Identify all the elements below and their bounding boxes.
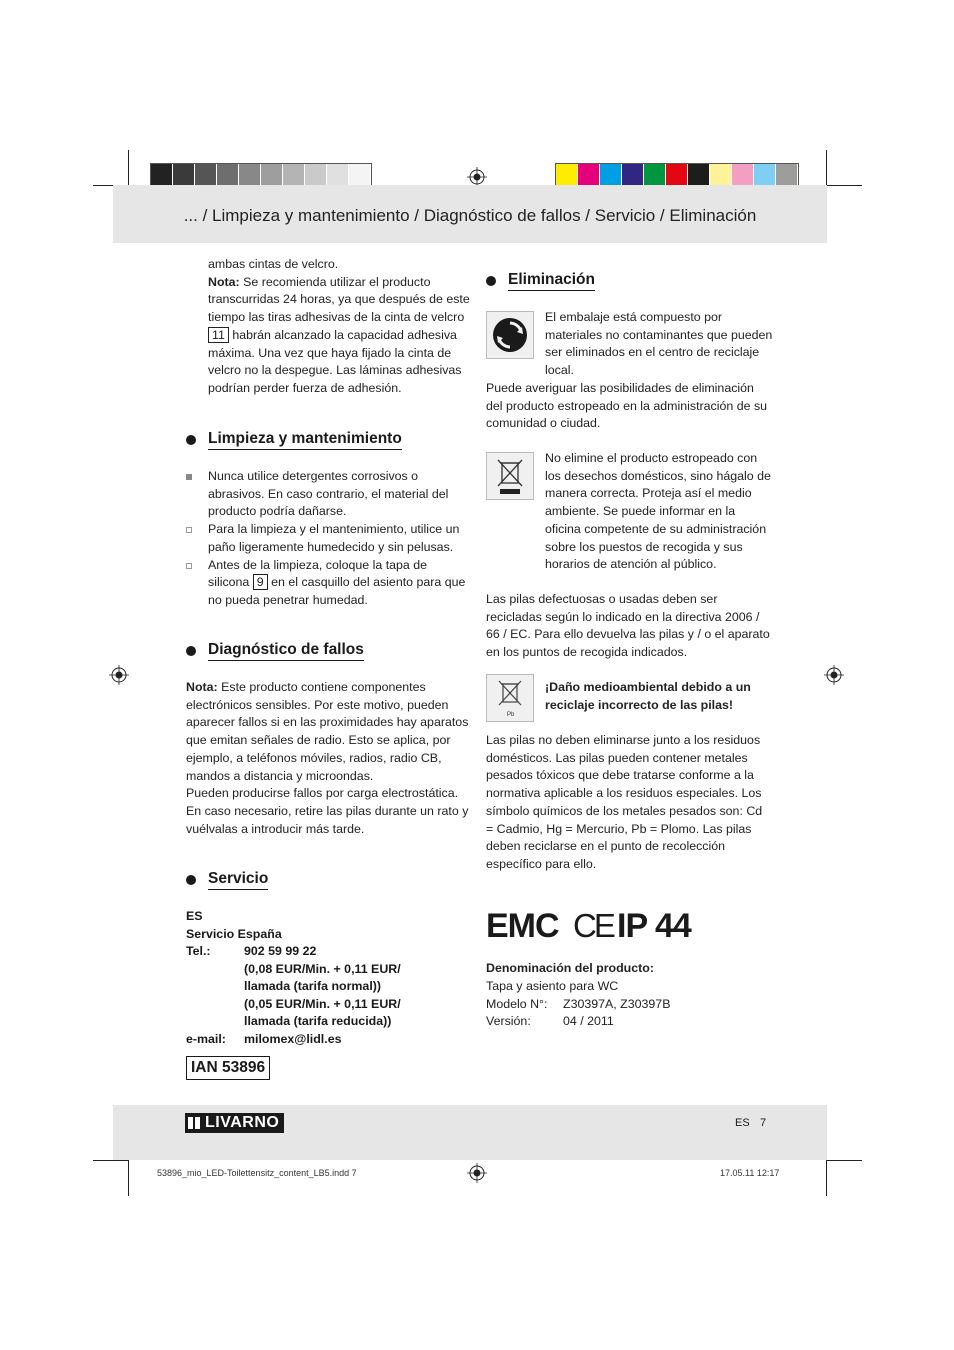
crop-mark xyxy=(128,150,129,186)
note-label: Nota: xyxy=(186,680,218,694)
product-name: Tapa y asiento para WC xyxy=(486,979,619,993)
note-text: habrán alcanzado la capacidad adhesiva máxima. Una vez que haya fijado la cinta de velcro no la despegue. Las láminas adhesivas podrían perder fuerza de adhesión. xyxy=(208,327,462,395)
registration-mark-icon xyxy=(109,665,129,685)
list-item xyxy=(186,468,470,521)
diagnosis-paragraph: Pueden producirse fallos por carga electrostática. En caso necesario, retire las pilas durante un rato y vuélvalas a introducir más tarde. xyxy=(186,786,469,836)
section-heading-diagnosis xyxy=(186,641,364,661)
heading-label: Diagnóstico de fallos xyxy=(208,641,364,661)
rate-reduced-line2: llamada (tarifa reducida)) xyxy=(244,1014,392,1028)
intro-note xyxy=(208,274,470,398)
rate-reduced-line1: (0,05 EUR/Min. + 0,11 EUR/ xyxy=(244,997,401,1011)
ian-box: IAN 53896 xyxy=(186,1056,270,1080)
square-bullet-icon xyxy=(186,474,192,480)
emc-mark: EMC xyxy=(486,907,559,945)
section-heading-disposal xyxy=(486,271,595,291)
battery-warning: ¡Daño medioambiental debido a un reciclaje incorrecto de las pilas! xyxy=(545,680,751,712)
pb-label: Pb xyxy=(507,712,515,718)
tel-label: Tel.: xyxy=(186,944,211,958)
battery-bin-icon xyxy=(486,674,534,722)
bullet-dot-icon xyxy=(486,276,496,286)
list-item-text: Antes de la limpieza, coloque la tapa de silicona xyxy=(208,557,428,590)
page-title: ... / Limpieza y mantenimiento / Diagnóstico de fallos / Servicio / Eliminación xyxy=(183,206,757,225)
square-bullet-icon xyxy=(186,527,192,533)
heading-label: Limpieza y mantenimiento xyxy=(208,430,402,450)
logo-grid-icon xyxy=(188,1117,200,1129)
disposal-weee-text: No elimine el producto estropeado con los desechos domésticos, sino hágalo de manera correcta. Proteja así el medio ambiente. Se puede informar en la oficina competente de su administración sobre los puestos de recogida y sus horarios de atención al público. xyxy=(545,451,771,572)
crop-mark xyxy=(128,1160,129,1196)
bullet-dot-icon xyxy=(186,646,196,656)
note-text: Se recomienda utilizar el producto transcurridas 24 horas, ya que después de este tiempo las tiras adhesivas de la cinta de velcro xyxy=(208,274,470,325)
tel-number: 902 59 99 22 xyxy=(244,944,317,958)
note-label: Nota: xyxy=(208,274,240,289)
file-info: 53896_mio_LED-Toilettensitz_content_LB5.indd 7 xyxy=(157,1168,357,1178)
intro-text xyxy=(208,256,470,398)
registration-mark-icon xyxy=(467,167,487,187)
recycling-icon xyxy=(486,311,534,359)
battery-text: Las pilas defectuosas o usadas deben ser recicladas según lo indicado en la directiva 2006 / 66 / EC. Para ello devuelva las pilas y / o el aparato en los puntos de recogida indicados. xyxy=(486,592,770,660)
list-item-text: en el casquillo del asiento para que no pueda penetrar humedad. xyxy=(208,575,466,607)
bullet-dot-icon xyxy=(186,435,196,445)
header-band xyxy=(113,185,827,243)
crop-mark xyxy=(826,150,827,186)
square-bullet-icon xyxy=(186,563,192,569)
service-name: Servicio España xyxy=(186,927,282,941)
email-address: milomex@lidl.es xyxy=(244,1032,342,1046)
model-label: Modelo N°: xyxy=(486,997,548,1011)
crossed-bin-icon xyxy=(486,452,534,500)
cleaning-list xyxy=(186,468,470,610)
ref-number: 11 xyxy=(208,327,229,343)
version-value: 04 / 2011 xyxy=(563,1014,614,1028)
intro-line: ambas cintas de velcro. xyxy=(208,257,339,271)
list-item-text: Nunca utilice detergentes corrosivos o abrasivos. En caso contrario, el material del producto podría dañarse. xyxy=(208,469,449,519)
livarno-logo xyxy=(185,1113,284,1133)
battery-metals-text: Las pilas no deben eliminarse junto a los residuos domésticos. Las pilas pueden contener metales pesados tóxicos que debe tratarse conforme a la normativa aplicable a los residuos especiales. Los símbolo químicos de los metales pesados son: Cd = Cadmio, Hg = Mercurio, Pb = Plomo. Las pilas deben reciclarse en el punto de recolección específico para ello. xyxy=(486,733,763,871)
list-item xyxy=(186,557,470,610)
section-heading-cleaning xyxy=(186,430,402,450)
note-text: Este producto contiene componentes electrónicos sensibles. Por este motivo, pueden aparecer fallos si en las proximidades hay aparatos que emitan señales de radio. Esto se aplica, por ejemplo, a teléfonos móviles, radios, radio CB, mandos a distancia y microondas. xyxy=(186,680,469,783)
print-date: 17.05.11 12:17 xyxy=(720,1168,780,1178)
ce-mark: CE xyxy=(573,907,613,944)
ref-number: 9 xyxy=(253,574,268,590)
diagnosis-note xyxy=(186,679,470,785)
disposal-packaging-text: El embalaje está compuesto por materiales no contaminantes que pueden ser eliminados en el centro de reciclaje local. xyxy=(545,310,773,378)
section-heading-service xyxy=(186,870,268,890)
email-label: e-mail: xyxy=(186,1032,226,1046)
diagnosis-text xyxy=(186,679,470,838)
logo-text: LIVARNO xyxy=(205,1114,280,1131)
crop-mark xyxy=(826,1160,827,1196)
bullet-dot-icon xyxy=(186,875,196,885)
heading-label: Eliminación xyxy=(508,271,595,291)
crop-mark xyxy=(826,185,862,186)
heading-label: Servicio xyxy=(208,870,268,890)
ip-rating-mark: IP 44 xyxy=(617,907,691,945)
model-number: Z30397A, Z30397B xyxy=(563,997,671,1011)
language-code: ES xyxy=(735,1117,750,1129)
disposal-text: Puede averiguar las posibilidades de eliminación del producto estropeado en la administración de su comunidad o ciudad. xyxy=(486,381,768,431)
page-number: 7 xyxy=(760,1117,767,1129)
version-label: Versión: xyxy=(486,1014,531,1028)
registration-mark-icon xyxy=(824,665,844,685)
product-label: Denominación del producto: xyxy=(486,961,654,975)
rate-normal-line1: (0,08 EUR/Min. + 0,11 EUR/ xyxy=(244,962,401,976)
registration-mark-icon xyxy=(467,1163,487,1183)
service-country: ES xyxy=(186,909,203,923)
crop-mark xyxy=(826,1160,862,1161)
list-item-text: Para la limpieza y el mantenimiento, utilice un paño ligeramente humedecido y sin pelusas. xyxy=(208,522,460,554)
rate-normal-line2: llamada (tarifa normal)) xyxy=(244,979,382,993)
list-item xyxy=(186,521,470,556)
footer-band xyxy=(113,1105,827,1160)
crop-mark xyxy=(93,1160,129,1161)
